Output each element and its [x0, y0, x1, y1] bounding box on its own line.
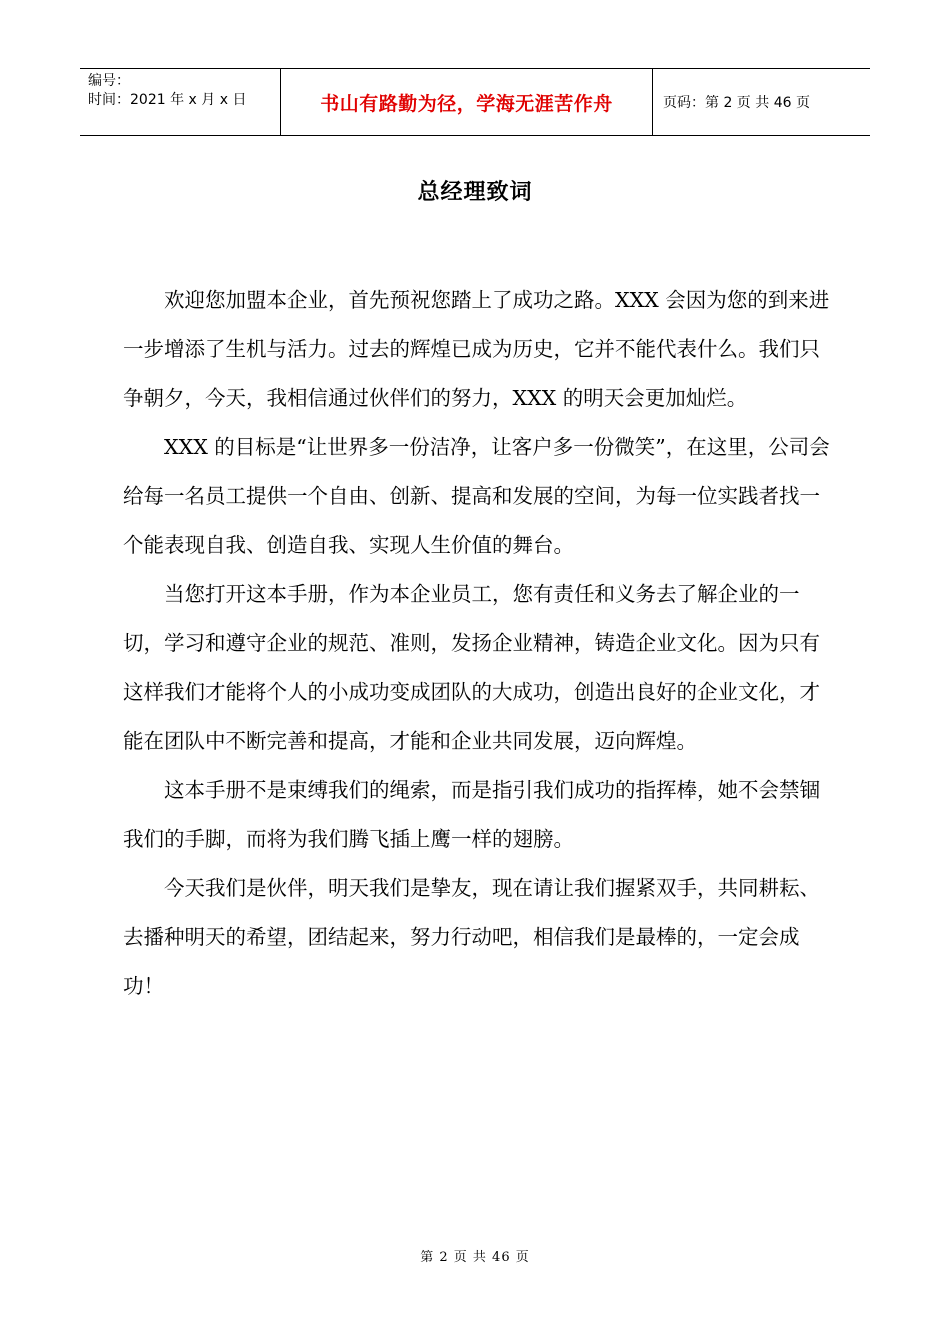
document-body [123, 276, 835, 1011]
header-page-info: 页码：第 2 页 共 46 页 [663, 95, 810, 111]
header-motto: 书山有路勤为径，学海无涯苦作舟 [281, 69, 653, 135]
document-title: 总经理致词 [417, 180, 533, 205]
paragraph-closing: 今天我们是伙伴，明天我们是挚友，现在请让我们握紧双手，共同耕耘、去播种明天的希望，团结起来，努力行动吧，相信我们是最棒的，一定会成功！ [123, 876, 820, 998]
paragraph-responsibility: 当您打开这本手册，作为本企业员工，您有责任和义务去了解企业的一切，学习和遵守企业的规范、准则，发扬企业精神，铸造企业文化。因为只有这样我们才能将个人的小成功变成团队的大成功，创造出良好的企业文化，才能在团队中不断完善和提高，才能和企业共同发展，迈向辉煌。 [123, 582, 820, 753]
paragraph-handbook: 这本手册不是束缚我们的绳索，而是指引我们成功的指挥棒，她不会禁锢我们的手脚，而将为我们腾飞插上鹰一样的翅膀。 [123, 778, 820, 851]
header-meta [80, 69, 281, 135]
page-header [80, 68, 870, 136]
page-footer: 第 2 页 共 46 页 [420, 1250, 530, 1265]
header-number-label: 编号： [88, 73, 130, 89]
paragraph-welcome: 欢迎您加盟本企业，首先预祝您踏上了成功之路。XXX 会因为您的到来进一步增添了生机与活力。过去的辉煌已成为历史，它并不能代表什么。我们只争朝夕，今天，我相信通过伙伴们的努力，XXX 的明天会更加灿烂。 [123, 288, 830, 410]
paragraph-goal: XXX 的目标是“让世界多一份洁净，让客户多一份微笑”，在这里，公司会给每一名员工提供一个自由、创新、提高和发展的空间，为每一位实践者找一个能表现自我、创造自我、实现人生价值的舞台。 [123, 435, 830, 557]
header-date-label: 时间：2021 年 x 月 x 日 [88, 92, 247, 108]
